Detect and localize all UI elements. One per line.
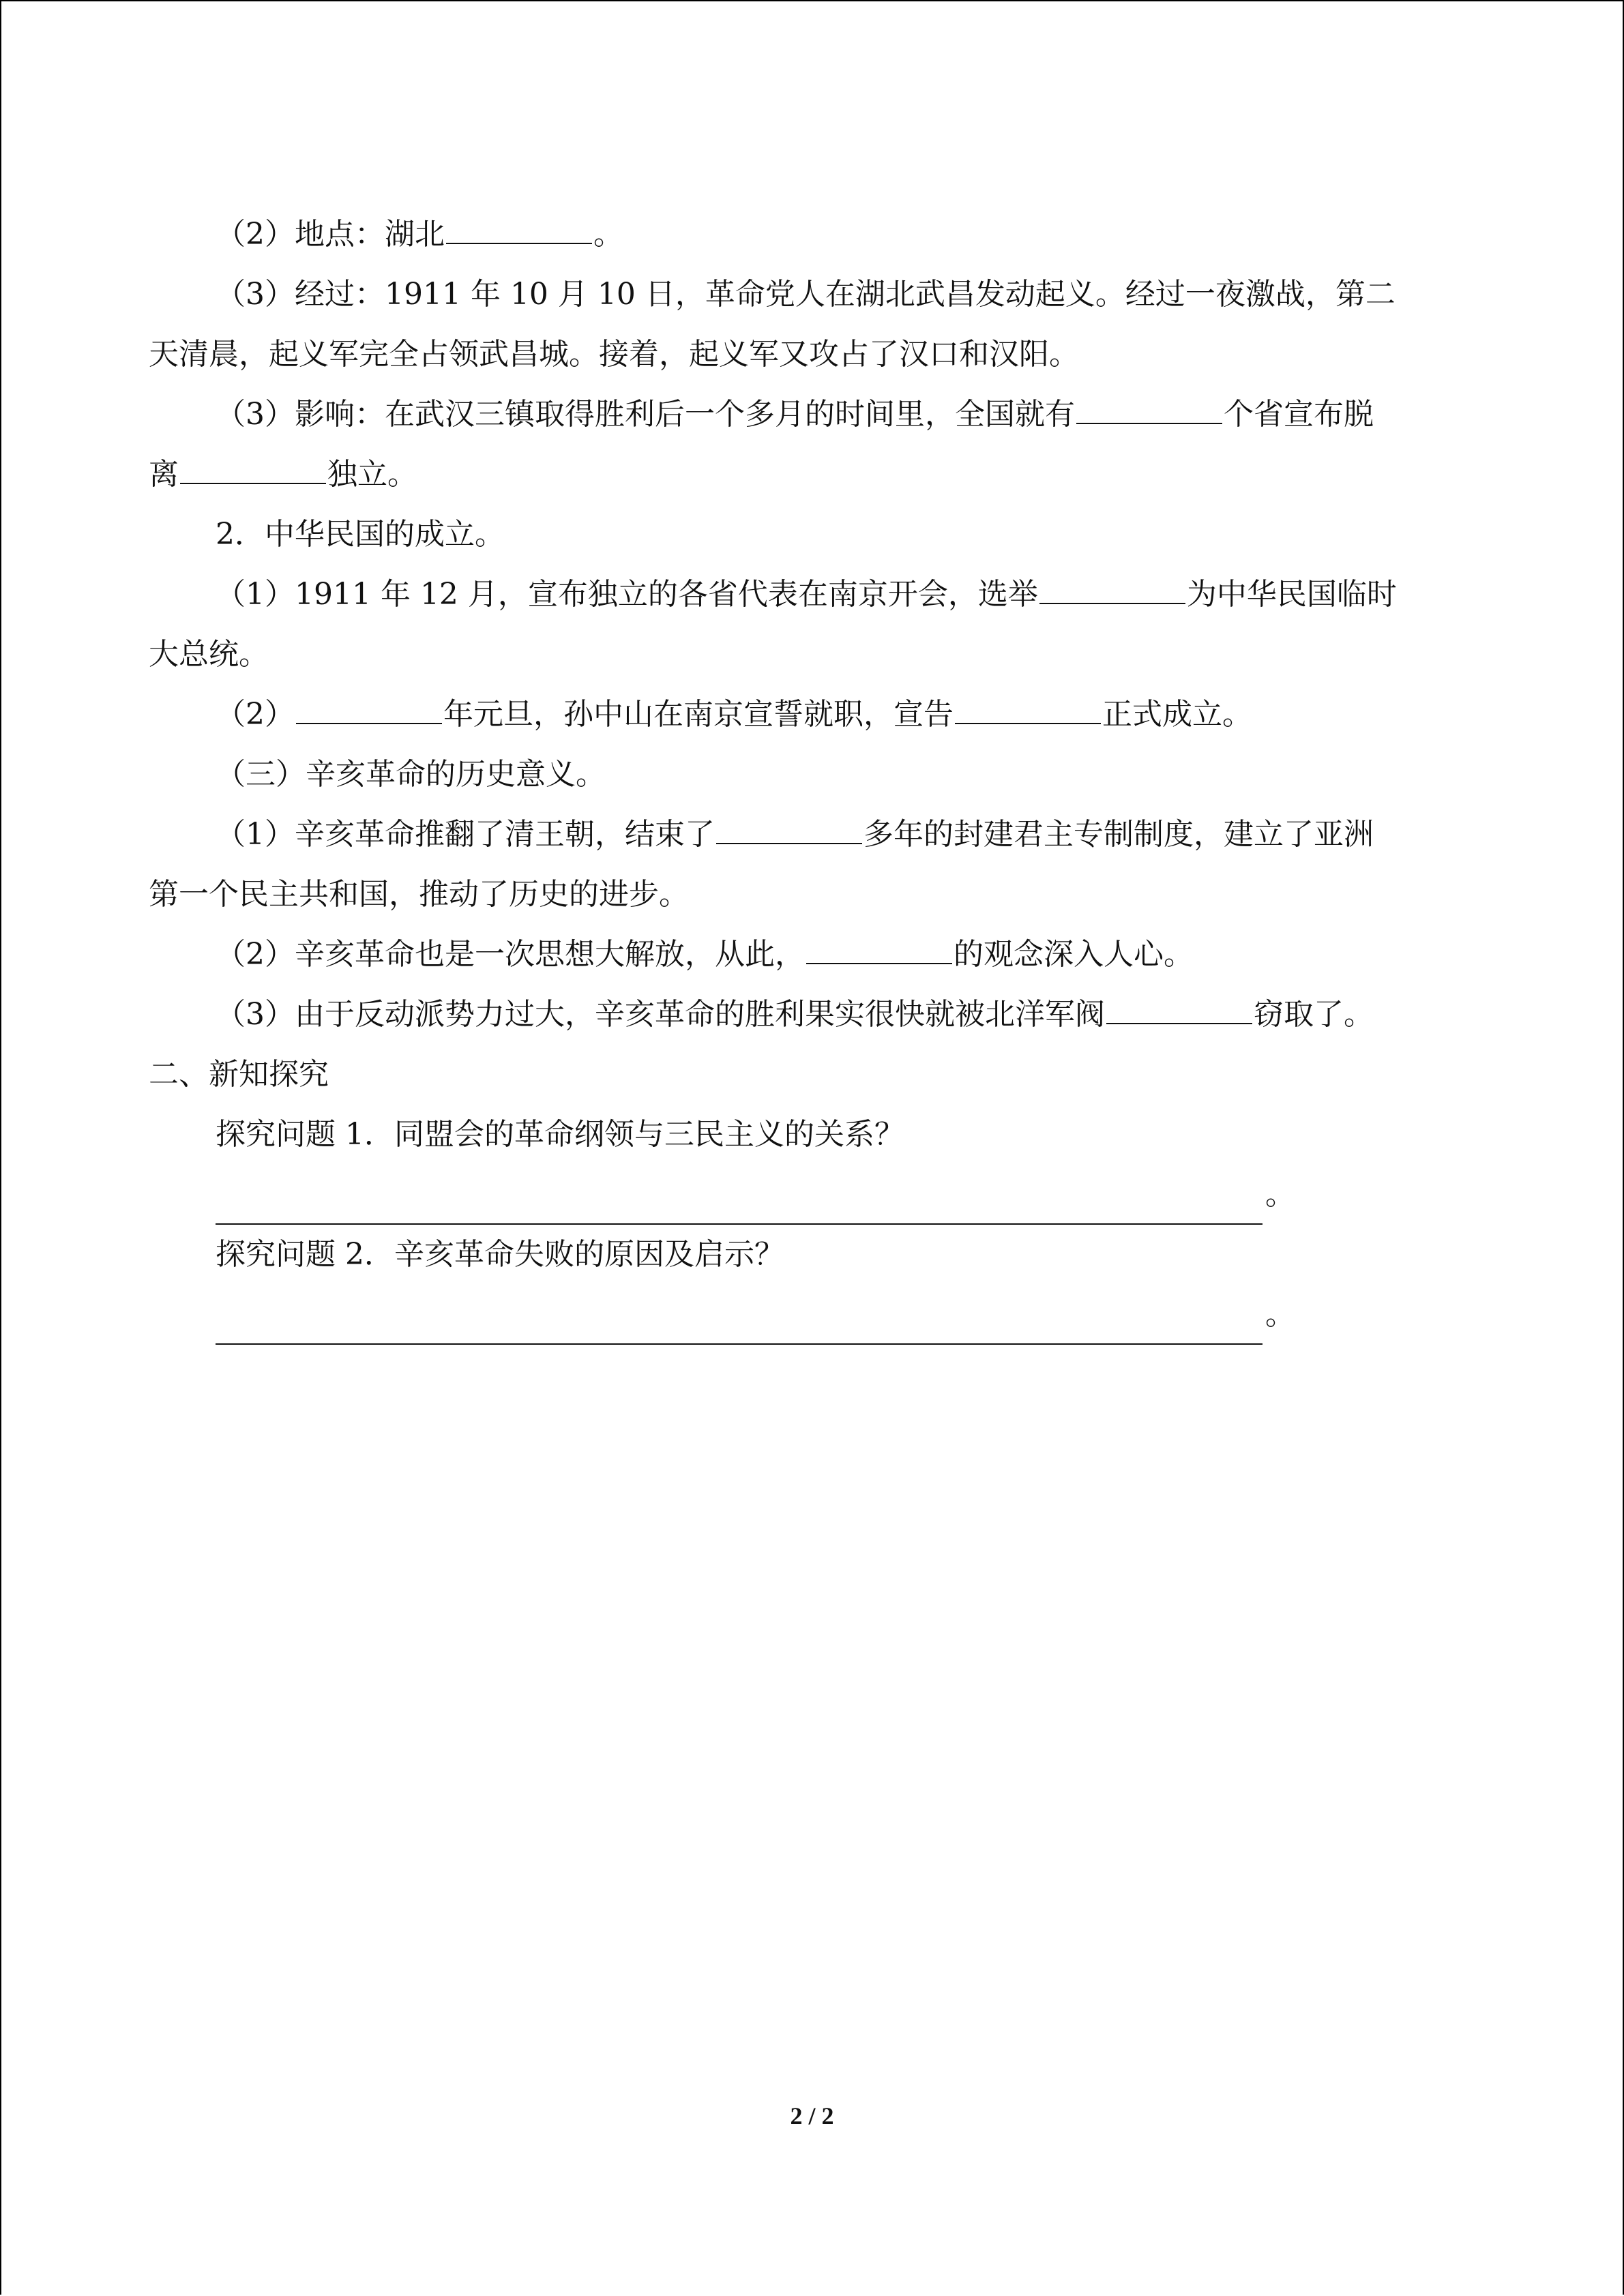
- location-line: [149, 205, 1454, 265]
- impact-line-2: [149, 445, 1454, 505]
- answer-blank-president[interactable]: [1039, 602, 1185, 604]
- significance-line-3: [149, 925, 1454, 985]
- answer-end-question-1: 。: [1265, 1177, 1295, 1212]
- impact-text: （3）影响：在武汉三镇取得胜利后一个多月的时间里，全国就有: [216, 397, 1075, 432]
- worksheet-body: [149, 205, 1454, 1345]
- roc-text: （1）1911 年 12 月，宣布独立的各省代表在南京开会，选举: [216, 577, 1038, 612]
- roc-text-3c: 正式成立。: [1102, 697, 1252, 732]
- answer-blank-nation[interactable]: [955, 722, 1101, 724]
- roc-text-end: 为中华民国临时: [1186, 577, 1397, 612]
- significance-text-1-end: 多年的封建君主专制制度，建立了亚洲: [863, 817, 1374, 852]
- answer-blank-year[interactable]: [296, 722, 442, 724]
- impact-text-2: 离: [149, 457, 179, 492]
- significance-text-4: （3）由于反动派势力过大，辛亥革命的胜利果实很快就被北洋军阀: [216, 997, 1105, 1032]
- answer-blank-years[interactable]: [716, 842, 862, 844]
- roc-line-1: [149, 565, 1454, 625]
- significance-line-4: [149, 985, 1454, 1045]
- answer-blank-warlord[interactable]: [1106, 1022, 1252, 1024]
- roc-text-3b: 年元旦，孙中山在南京宣誓就职，宣告: [443, 697, 954, 732]
- location-text: （2）地点：湖北: [216, 217, 445, 252]
- process-line-2: 天清晨，起义军完全占领武昌城。接着，起义军又攻占了汉口和汉阳。: [149, 337, 1079, 372]
- significance-text-4-end: 窃取了。: [1254, 997, 1374, 1032]
- significance-text-1: （1）辛亥革命推翻了清王朝，结束了: [216, 817, 715, 852]
- question-1: 探究问题 1．同盟会的革命纲领与三民主义的关系？: [216, 1117, 904, 1152]
- significance-text-3: （2）辛亥革命也是一次思想大解放，从此，: [216, 937, 805, 972]
- answer-blank-province-count[interactable]: [1076, 422, 1222, 424]
- roc-text-3a: （2）: [216, 697, 295, 732]
- answer-blank-concept[interactable]: [806, 962, 952, 964]
- impact-text-end: 个省宣布脱: [1224, 397, 1374, 432]
- page-number: 2 / 2: [790, 2102, 834, 2130]
- roc-line-2: 大总统。: [149, 637, 269, 672]
- question-2: 探究问题 2．辛亥革命失败的原因及启示？: [216, 1237, 784, 1272]
- answer-blank-location[interactable]: [446, 242, 592, 244]
- section-heading-explore: 二、新知探究: [149, 1057, 329, 1092]
- location-text-end: 。: [593, 217, 623, 252]
- answer-blank-independence[interactable]: [180, 482, 326, 484]
- section-heading-roc: 2．中华民国的成立。: [216, 517, 505, 552]
- impact-line-1: [149, 385, 1454, 445]
- significance-text-3-end: 的观念深入人心。: [954, 937, 1194, 972]
- answer-rule-question-1[interactable]: [216, 1185, 1263, 1225]
- answer-rule-question-2[interactable]: [216, 1305, 1263, 1345]
- significance-line-2: 第一个民主共和国，推动了历史的进步。: [149, 877, 689, 912]
- roc-line-3: [149, 685, 1454, 745]
- significance-line-1: [149, 805, 1454, 865]
- answer-line-question-2: [149, 1285, 1454, 1345]
- answer-line-question-1: [149, 1165, 1454, 1225]
- impact-text-2-end: 独立。: [327, 457, 417, 492]
- section-heading-significance: （三）辛亥革命的历史意义。: [216, 757, 606, 792]
- process-line-1: （3）经过：1911 年 10 月 10 日，革命党人在湖北武昌发动起义。经过一夜激战，第二: [216, 277, 1396, 312]
- answer-end-question-2: 。: [1265, 1297, 1295, 1332]
